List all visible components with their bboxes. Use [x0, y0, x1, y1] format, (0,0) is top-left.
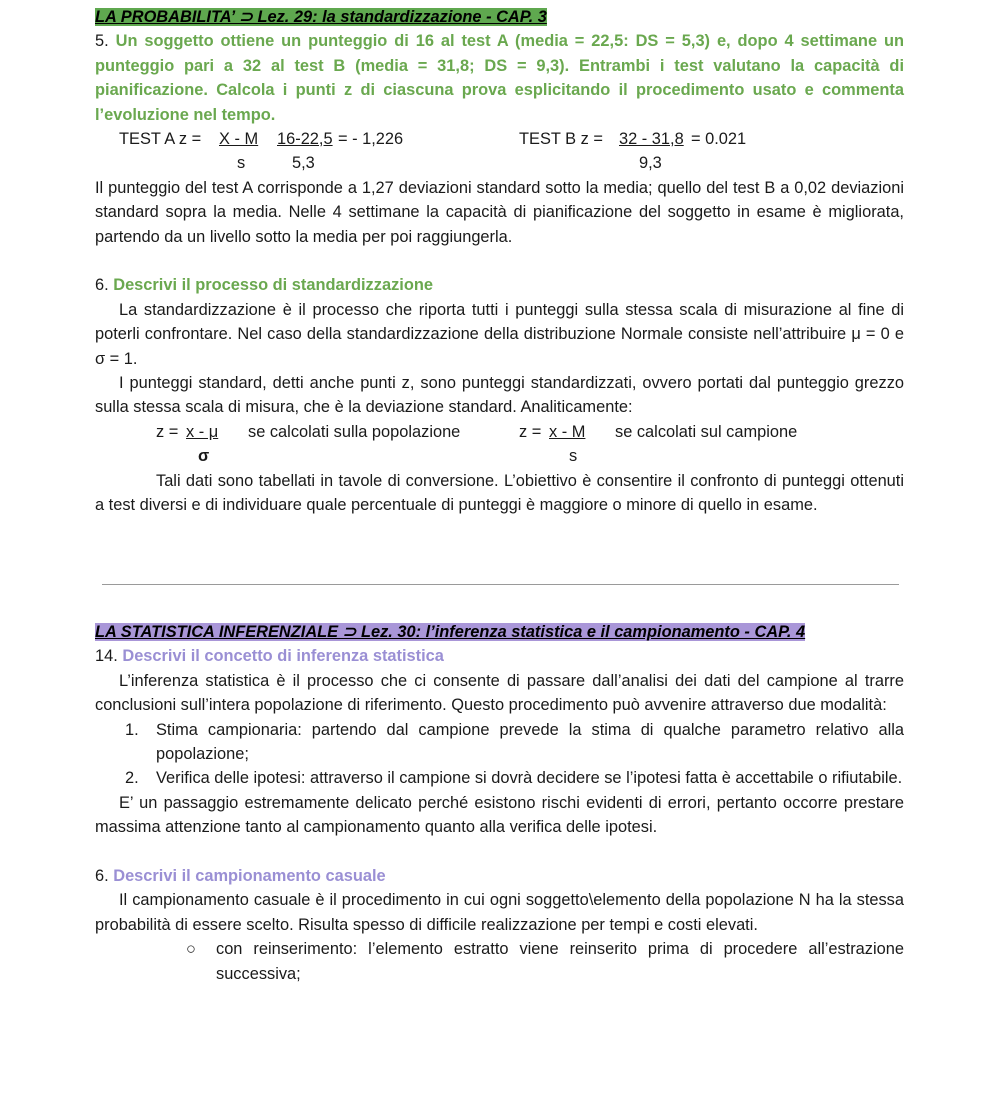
formula-sample-denominator: s: [569, 447, 578, 466]
test-b-prefix: TEST B z =: [519, 130, 603, 149]
list-item-text: Stima campionaria: partendo dal campione prevede la stima di qualche parametro relativo alla popolazione;: [156, 720, 904, 764]
numbered-list: [95, 718, 904, 791]
z-formula-row-denominators: [95, 444, 904, 468]
question-6b: [95, 864, 904, 888]
test-b-result: = 0.021: [691, 130, 747, 149]
circle-bullet-icon: ○: [186, 940, 196, 959]
test-a-denominator: s: [237, 154, 246, 173]
formula-row-numerators: [95, 127, 904, 151]
list-item: [95, 766, 904, 790]
formula-sample-numerator: x - M: [549, 422, 586, 441]
formula-pop-numerator: x - μ: [186, 422, 219, 441]
test-a-calc: 16-22,5: [277, 130, 333, 149]
answer-6-paragraph-3: Tali dati sono tabellati in tavole di conversione. L’obiettivo è consentire il confronto di punteggi ottenuti a test diversi e di individuare quale percentuale di punteggi è maggiore o minore di quello in esame.: [95, 471, 904, 515]
section-heading-probabilita: [95, 5, 904, 29]
question-text: Descrivi il processo di standardizzazione: [113, 276, 433, 295]
answer-14-paragraph-2: E’ un passaggio estremamente delicato perché esistono rischi evidenti di errori, pertanto occorre prestare massima attenzione tanto al campionamento quanto alla verifica delle ipotesi.: [95, 793, 904, 837]
formula-pop-denominator: σ: [198, 447, 210, 466]
answer-14-paragraph-1: L’inferenza statistica è il processo che ci consente di passare dall’analisi dei dati del campione al trarre conclusioni sull’intera popolazione di riferimento. Questo procedimento può avvenire attraverso due modalità:: [95, 671, 904, 715]
answer-6b-paragraph-1: Il campionamento casuale è il procedimento in cui ogni soggetto\elemento della popolazione N ha la stessa probabilità di essere scelto. Risulta spesso di difficile realizzazione per tempi e costi elevati.: [95, 891, 904, 934]
answer-5: Il punteggio del test A corrisponde a 1,27 deviazioni standard sotto la media; quello del test B a 0,02 deviazioni standard sopra la media. Nelle 4 settimane la capacità di pianificazione del soggetto in esame è migliorata, partendo da un livello sotto la media per poi raggiungerla.: [95, 178, 904, 246]
list-item: [95, 718, 904, 767]
question-6: [95, 273, 904, 297]
answer-6-paragraph-1: La standardizzazione è il processo che riporta tutti i punteggi sulla stessa scala di misurazione al fine di poterli confrontare. Nel caso della standardizzazione della distribuzione Normale consiste nell’attribuire μ = 0 e σ = 1.: [95, 300, 904, 368]
section-divider: [102, 584, 899, 585]
formula-sample-prefix: z =: [519, 422, 542, 441]
bullet-list: [95, 937, 904, 986]
question-text: Un soggetto ottiene un punteggio di 16 al test A (media = 22,5: DS = 5,3) e, dopo 4 settimane un punteggio pari a 32 al test B (media = 31,8; DS = 9,3). Entrambi i test valutano la capacità di pianificazione. Calcola i punti z di ciascuna prova esplicitando il procedimento usato e commenta l’evoluzione nel tempo.: [95, 32, 905, 124]
list-item-text: Verifica delle ipotesi: attraverso il campione si dovrà decidere se l’ipotesi fatta è accettabile o rifiutabile.: [156, 769, 903, 788]
question-number: 14.: [95, 647, 118, 666]
question-number: 6.: [95, 867, 109, 886]
question-text: Descrivi il campionamento casuale: [113, 867, 386, 886]
list-item-number: 2.: [125, 769, 139, 788]
question-14: [95, 644, 904, 668]
question-5: [95, 29, 904, 127]
list-item-number: 1.: [125, 720, 139, 739]
question-number: 6.: [95, 276, 109, 295]
test-a-numerator: X - M: [219, 130, 259, 149]
bullet-item-text: con reinserimento: l’elemento estratto viene reinserito prima di procedere all’estrazione successiva;: [216, 940, 904, 983]
test-a-denominator-value: 5,3: [292, 154, 315, 173]
test-a-prefix: TEST A z =: [119, 130, 202, 149]
formula-pop-prefix: z =: [156, 422, 179, 441]
question-text: Descrivi il concetto di inferenza statistica: [122, 647, 444, 666]
formula-pop-note: se calcolati sulla popolazione: [248, 422, 461, 441]
section-heading-statistica: [95, 620, 904, 644]
heading-text: LA PROBABILITA’ ⊃ Lez. 29: la standardizzazione - CAP. 3: [95, 8, 547, 26]
formula-row-denominators: [95, 151, 904, 175]
heading-text: LA STATISTICA INFERENZIALE ⊃ Lez. 30: l’inferenza statistica e il campionamento - CAP. 4: [95, 623, 806, 641]
document-page-section-2: [95, 620, 904, 986]
test-b-denominator-value: 9,3: [639, 154, 662, 173]
question-number: 5.: [95, 32, 109, 51]
spacer: [95, 840, 904, 864]
answer-6-paragraph-2: I punteggi standard, detti anche punti z, sono punteggi standardizzati, ovvero portati dal punteggio grezzo sulla stessa scala di misura, che è la deviazione standard. Analiticamente:: [95, 374, 904, 417]
document-page: [95, 5, 904, 517]
spacer: [95, 249, 904, 273]
formula-sample-note: se calcolati sul campione: [615, 422, 798, 441]
test-b-calc: 32 - 31,8: [619, 130, 684, 149]
z-formula-row-numerators: [95, 420, 904, 444]
bullet-item: [186, 937, 904, 986]
test-a-result: = - 1,226: [338, 130, 404, 149]
